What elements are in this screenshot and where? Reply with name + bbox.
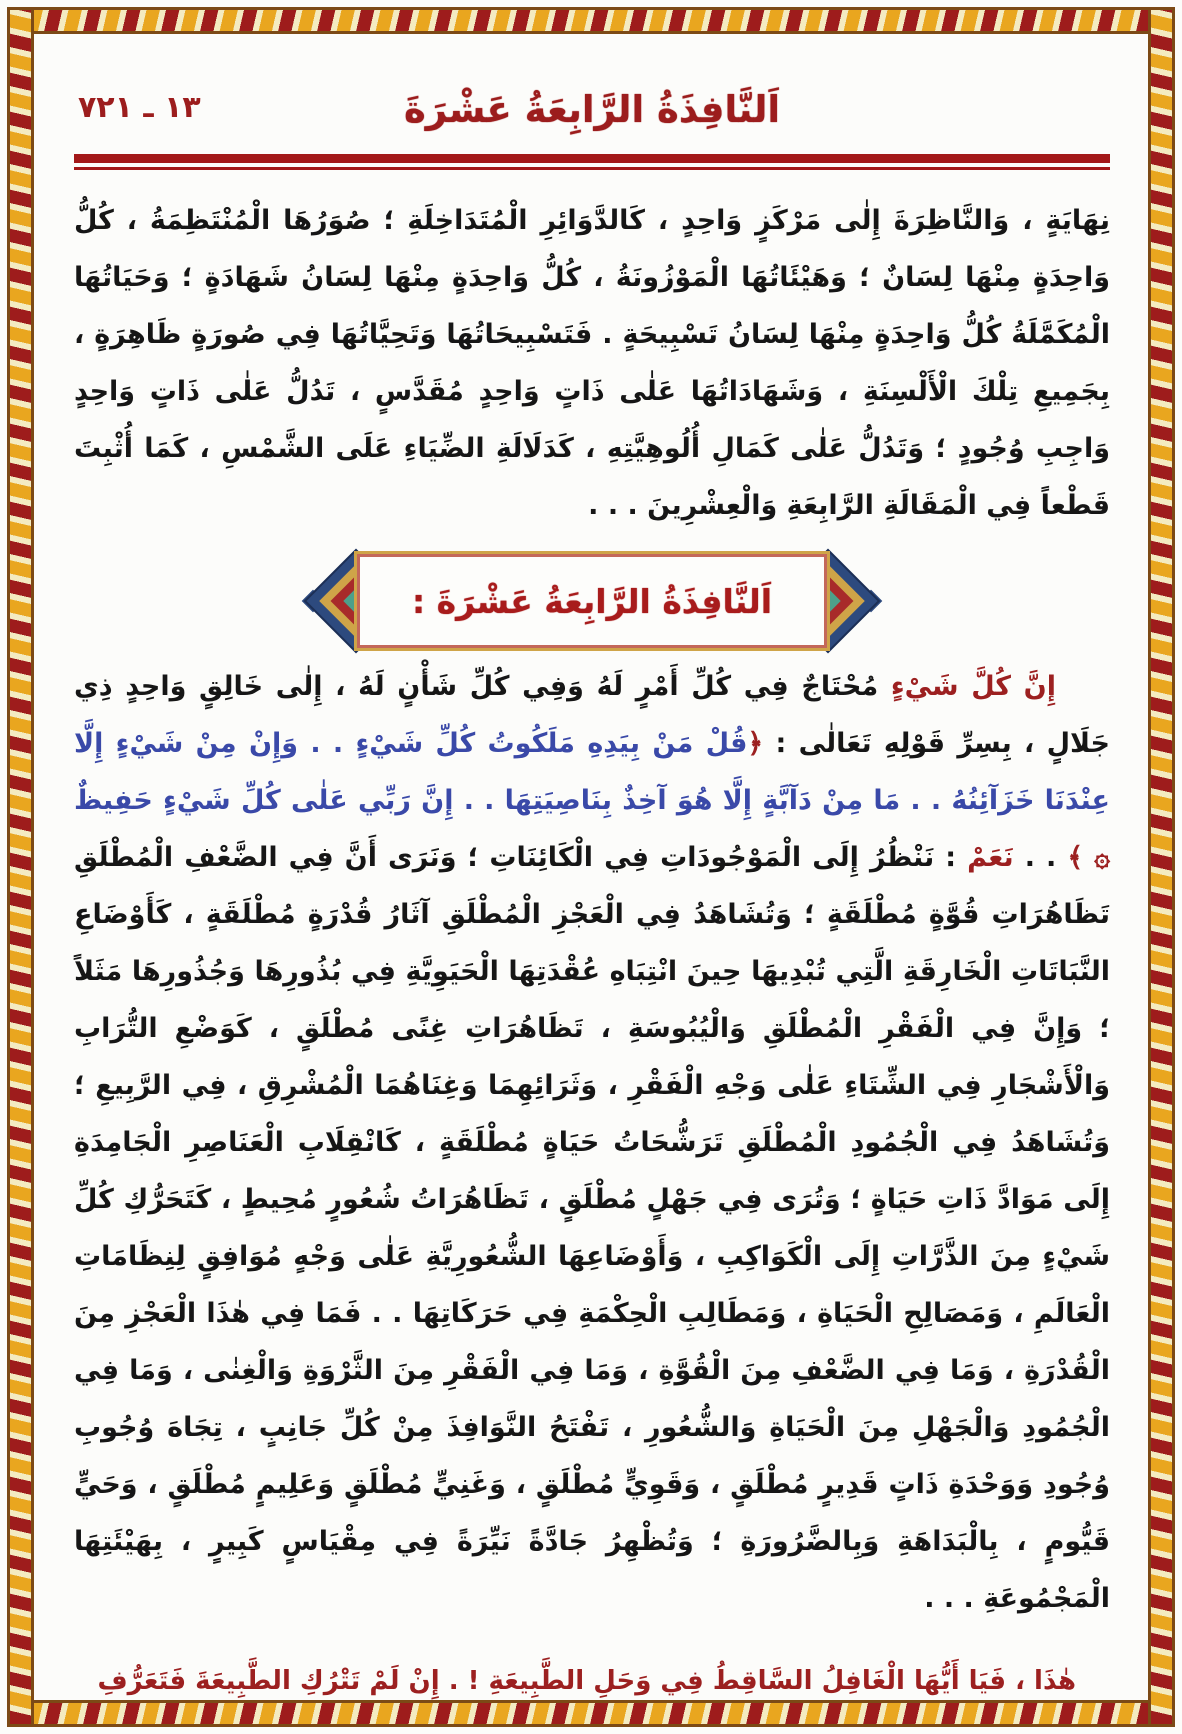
section-title-box — [357, 554, 827, 648]
page-number: ١٣ ـ ٧٢١ — [78, 90, 201, 125]
body-paragraph-continuation: نِهَايَةٍ ، وَالنَّاظِرَةَ إِلٰى مَرْكَزٍ وَاحِدٍ ، كَالدَّوَائِرِ الْمُتَدَاخِلَةِ ؛ صُوَرُهَا الْمُنْتَظِمَةُ ، كُلُّ وَاحِدَةٍ مِنْهَا لِسَانٌ ؛ وَهَيْئَاتُهَا الْمَوْزُونَةُ ، كُلُّ وَاحِدَةٍ مِنْهَا لِسَانُ شَهَادَةٍ ؛ وَحَيَاتُهَا الْمُكَمَّلَةُ كُلُّ وَاحِدَةٍ مِنْهَا لِسَانُ تَسْبِيحَةٍ . فَتَسْبِيحَاتُهَا وَتَحِيَّاتُهَا فِي صُورَةٍ ظَاهِرَةٍ ، بِجَمِيعِ تِلْكَ الْأَلْسِنَةِ ، وَشَهَادَاتُهَا عَلٰى ذَاتٍ وَاحِدٍ مُقَدَّسٍ ، تَدُلُّ عَلٰى ذَاتٍ وَاحِدٍ وَاجِبِ وُجُودٍ ؛ وَتَدُلُّ عَلٰى كَمَالِ أُلُوهِيَّتِهِ ، كَدَلَالَةِ الضِّيَاءِ عَلَى الشَّمْسِ ، كَمَا أُثْبِتَ قَطْعاً فِي الْمَقَالَةِ الرَّابِعَةِ وَالْعِشْرِينَ . . . — [74, 205, 1110, 521]
quran-close-ornament-icon: ۞ ﴾ — [1067, 842, 1111, 873]
ornamental-border-right-icon — [1148, 7, 1175, 1727]
header-rule-thick — [74, 154, 1110, 163]
ornamental-border-top-icon — [7, 7, 1175, 34]
page-content — [74, 58, 1110, 1710]
section-heading-ornament — [357, 554, 827, 648]
quran-open-bracket-icon: ﴿ — [747, 728, 764, 759]
section-title: اَلنَّافِذَةُ الرَّابِعَةُ عَشْرَةَ : — [411, 581, 773, 621]
page-title: اَلنَّافِذَةُ الرَّابِعَةُ عَشْرَةَ — [403, 88, 781, 131]
body-text: مُحْتَاجٌ فِي كُلِّ أَمْرٍ لَهُ وَفِي كُلِّ شَأْنٍ لَهُ ، إِلٰى خَالِقٍ وَاحِدٍ ذِي جَلَالٍ ، بِسِرِّ قَوْلِهِ تَعَالٰى : — [74, 671, 1110, 759]
ornamental-border-left-icon — [7, 7, 34, 1727]
lead-phrase: إِنَّ كُلَّ شَيْءٍ — [878, 671, 1056, 702]
quran-quote: قُلْ مَنْ بِيَدِهِ مَلَكُوتُ كُلِّ شَيْءٍ . . وَإِنْ مِنْ شَيْءٍ إِلَّا عِنْدَنَا خَزَآئِنُهُ . . مَا مِنْ دَآبَّةٍ إِلَّا هُوَ آخِذٌ بِنَاصِيَتِهَا . . إِنَّ رَبِّي عَلٰى كُلِّ شَيْءٍ حَفِيظٌ — [74, 728, 1110, 816]
body-text: : نَنْظُرُ إِلَى الْمَوْجُودَاتِ فِي الْكَائِنَاتِ ؛ وَنَرَى أَنَّ فِي الضَّعْفِ الْمُطْلَقِ تَظَاهُرَاتِ قُوَّةٍ مُطْلَقَةٍ ؛ وَتُشَاهَدُ فِي الْعَجْزِ الْمُطْلَقِ آثَارُ قُدْرَةٍ مُطْلَقَةٍ ، كَأَوْضَاعِ النَّبَاتَاتِ الْخَارِقَةِ الَّتِي تُبْدِيهَا حِينَ انْتِبَاهِ عُقْدَتِهَا الْحَيَوِيَّةِ فِي بُذُورِهَا وَجُذُورِهَا مَثَلاً ؛ وَإِنَّ فِي الْفَقْرِ الْمُطْلَقِ وَالْيُبُوسَةِ ، تَظَاهُرَاتِ غِنًى مُطْلَقٍ ، كَوَضْعِ التُّرَابِ وَالْأَشْجَارِ فِي الشِّتَاءِ عَلٰى وَجْهِ الْفَقْرِ ، وَثَرَائِهِمَا وَغِنَاهُمَا الْمُشْرِقِ ، فِي الرَّبِيعِ ؛ وَتُشَاهَدُ فِي الْجُمُودِ الْمُطْلَقِ تَرَشُّحَاتُ حَيَاةٍ مُطْلَقَةٍ ، كَانْقِلَابِ الْعَنَاصِرِ الْجَامِدَةِ إِلَى مَوَادَّ ذَاتِ حَيَاةٍ ؛ وَتُرَى فِي جَهْلٍ مُطْلَقٍ ، تَظَاهُرَاتُ شُعُورٍ مُحِيطٍ ، كَتَحَرُّكِ كُلِّ شَيْءٍ مِنَ الذَّرَّاتِ إِلَى الْكَوَاكِبِ ، وَأَوْضَاعِهَا الشُّعُورِيَّةِ عَلٰى وَجْهٍ مُوَافِقٍ لِنِظَامَاتِ الْعَالَمِ ، وَمَصَالِحِ الْحَيَاةِ ، وَمَطَالِبِ الْحِكْمَةِ فِي حَرَكَاتِهَا . . فَمَا فِي هٰذَا الْعَجْزِ مِنَ الْقُدْرَةِ ، وَمَا فِي الضَّعْفِ مِنَ الْقُوَّةِ ، وَمَا فِي الْفَقْرِ مِنَ الثَّرْوَةِ وَالْغِنٰى ، وَمَا فِي الْجُمُودِ وَالْجَهْلِ مِنَ الْحَيَاةِ وَالشُّعُورِ ، تَفْتَحُ النَّوَافِذَ مِنْ كُلِّ جَانِبٍ ، تِجَاهَ وُجُوبِ وُجُودِ وَوَحْدَةِ ذَاتٍ قَدِيرٍ مُطْلَقٍ ، وَقَوِيٍّ مُطْلَقٍ ، وَغَنِيٍّ مُطْلَقٍ وَعَلِيمٍ مُطْلَقٍ ، وَحَيٍّ قَيُّومٍ ، بِالْبَدَاهَةِ وَبِالضَّرُورَةِ ؛ وَتُظْهِرُ جَادَّةً نَيِّرَةً فِي مِقْيَاسٍ كَبِيرٍ ، بِهَيْئَتِهَا الْمَجْمُوعَةِ . . . — [74, 842, 1110, 1614]
emphasis-word: نَعَمْ — [967, 842, 1014, 873]
body-paragraph-main — [74, 658, 1110, 1627]
header-rule-thin — [74, 167, 1110, 170]
closing-exhortation: هٰذَا ، فَيَا أَيُّهَا الْغَافِلُ السَّاقِطُ فِي وَحَلِ الطَّبِيعَةِ ! . إِنْ لَمْ تَتْرُكِ الطَّبِيعَةَ فَتَعَرُّفِ — [97, 1666, 1076, 1696]
separator-dots: . . — [1013, 842, 1068, 873]
page-header — [74, 80, 1110, 142]
